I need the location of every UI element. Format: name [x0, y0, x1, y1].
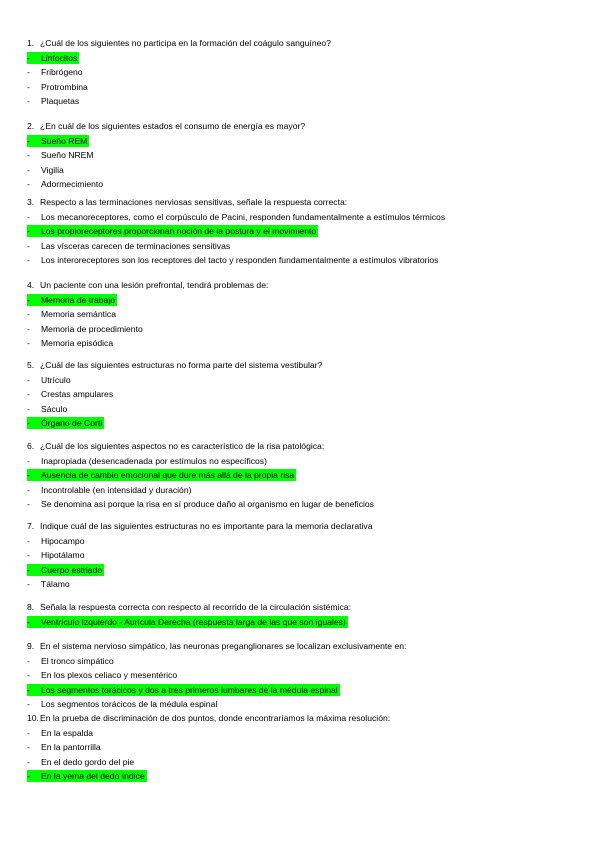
question-number: 5. [27, 360, 35, 370]
question-number: 6. [27, 441, 35, 451]
answer-option [27, 578, 70, 590]
bullet-dash: - [27, 579, 30, 589]
option-text: Fribrógeno [41, 67, 83, 77]
answer-option [27, 66, 83, 78]
bullet-dash: - [27, 338, 30, 348]
option-text: Tálamo [41, 579, 70, 589]
bullet-dash: - [27, 684, 30, 695]
bullet-dash: - [27, 535, 30, 546]
option-text: Ausencia de cambio emocional que dure más allá de la propia risa [41, 470, 295, 480]
bullet-dash: - [27, 67, 30, 77]
option-text: Linfocitos [41, 52, 78, 63]
option-text: Sueño NREM [41, 150, 94, 160]
option-text: Memoria semántica [41, 309, 116, 319]
bullet-dash: - [27, 550, 30, 560]
question-title [27, 712, 390, 724]
option-text: Los interoreceptores son los receptores del tacto y responden fundamentalmente a estímulos vibratorios [41, 255, 439, 265]
answer-option [27, 756, 134, 768]
bullet-dash: - [27, 240, 30, 251]
question-number: 8. [27, 602, 35, 612]
bullet-dash: - [27, 150, 30, 160]
option-text: Cuerpo estriado [41, 564, 103, 575]
question-title [27, 196, 347, 208]
option-text: Se denomina así porque la risa en sí produce daño al organismo en lugar de beneficios [41, 499, 374, 509]
bullet-dash: - [27, 727, 30, 738]
question-number: 7. [27, 521, 35, 531]
bullet-dash: - [27, 655, 30, 666]
question-text: Respecto a las terminaciones nerviosas sensitivas, señale la respuesta correcta: [40, 197, 348, 207]
option-text: Plaquetas [41, 96, 80, 106]
option-text: Hipotálamo [41, 550, 85, 560]
bullet-dash: - [27, 211, 30, 222]
option-text: En la espalda [41, 727, 94, 738]
question-title [27, 440, 324, 452]
option-text: Los mecanoreceptores, como el corpúsculo de Pacini, responden fundamentalmente a estímulos térmicos [41, 211, 446, 222]
option-text: Incontrolable (en intensidad y duración) [41, 484, 192, 495]
question-text: ¿Cuál de los siguientes aspectos no es característico de la risa patológica: [40, 441, 325, 451]
bullet-dash: - [27, 756, 30, 767]
answer-option [27, 484, 191, 496]
question-text: Señala la respuesta correcta con respecto al recorrido de la circulación sistémica: [40, 602, 351, 612]
answer-option [27, 455, 267, 467]
question-text: Indique cuál de las siguientes estructuras no es importante para la memoria declarativa [40, 521, 373, 531]
bullet-dash: - [27, 323, 30, 334]
bullet-dash: - [27, 499, 30, 509]
correct-answer-option [27, 294, 117, 306]
option-text: Adormecimiento [41, 179, 104, 189]
answer-option [27, 388, 113, 400]
answer-option [27, 669, 177, 681]
question-text: En el sistema nervioso simpático, las neuronas preganglionares se localizan exclusivamente en: [40, 641, 407, 651]
bullet-dash: - [27, 564, 30, 575]
option-text: En el dedo gordo del pie [41, 756, 135, 767]
bullet-dash: - [27, 81, 30, 92]
bullet-dash: - [27, 52, 30, 63]
correct-answer-option [27, 225, 318, 237]
option-text: Memoria de trabajo [41, 294, 116, 305]
option-text: Vigilia [41, 164, 64, 175]
bullet-dash: - [27, 179, 30, 189]
bullet-dash: - [27, 455, 30, 466]
correct-answer-option [27, 770, 147, 782]
question-number: 2. [27, 121, 35, 131]
option-text: Sueño REM [41, 135, 88, 146]
option-text: En la pantorrilla [41, 742, 101, 752]
option-text: Los segmentos torácicos y dos a tres primeros lumbares de la médula espinal [41, 684, 338, 695]
bullet-dash: - [27, 389, 30, 399]
answer-option [27, 95, 79, 107]
question-title [27, 120, 305, 132]
option-text: Memoria de procedimiento [41, 323, 143, 334]
answer-option [27, 323, 143, 335]
bullet-dash: - [27, 226, 30, 236]
question-title [27, 279, 268, 291]
answer-option [27, 549, 84, 561]
correct-answer-option [27, 469, 296, 481]
option-text: Memoria episódica [41, 338, 114, 348]
answer-option [27, 374, 71, 386]
question-number: 9. [27, 641, 35, 651]
answer-option [27, 741, 101, 753]
option-text: Protrombina [41, 81, 88, 92]
correct-answer-option [27, 564, 104, 576]
bullet-dash: - [27, 418, 30, 428]
correct-answer-option [27, 616, 348, 628]
bullet-dash: - [27, 403, 30, 414]
option-text: En los plexos celiaco y mesentérico [41, 670, 178, 680]
bullet-dash: - [27, 670, 30, 680]
question-text: ¿Cuál de los siguientes no participa en la formación del coágulo sanguíneo? [40, 38, 331, 48]
answer-option [27, 164, 64, 176]
correct-answer-option [27, 135, 89, 147]
bullet-dash: - [27, 616, 30, 627]
bullet-dash: - [27, 255, 30, 265]
question-title [27, 520, 372, 532]
answer-option [27, 698, 217, 710]
bullet-dash: - [27, 374, 30, 385]
question-text: ¿Cuál de las siguientes estructuras no forma parte del sistema vestibular? [40, 360, 323, 370]
option-text: Los segmentos torácicos de la médula espinal [41, 699, 218, 709]
question-number: 3. [27, 197, 35, 207]
bullet-dash: - [27, 309, 30, 319]
bullet-dash: - [27, 699, 30, 709]
question-text: En la prueba de discriminación de dos puntos, donde encontraríamos la máxima resolución: [40, 713, 391, 723]
answer-option [27, 211, 445, 223]
bullet-dash: - [27, 164, 30, 175]
option-text: El tronco simpático [41, 655, 114, 666]
bullet-dash: - [27, 470, 30, 480]
answer-option [27, 149, 94, 161]
option-text: Sáculo [41, 403, 68, 414]
question-title [27, 359, 322, 371]
answer-option [27, 535, 84, 547]
answer-option [27, 240, 230, 252]
answer-option [27, 81, 88, 93]
option-text: Los propioreceptores proporcionan noción de la postura y el movimiento [41, 226, 317, 236]
answer-option [27, 655, 114, 667]
question-number: 10. [27, 713, 39, 723]
bullet-dash: - [27, 484, 30, 495]
option-text: Ventrículo Izquierdo - Aurícula Derecha (respuesta larga de las que son iguales) [41, 616, 346, 627]
bullet-dash: - [27, 771, 30, 781]
question-title [27, 601, 351, 613]
answer-option [27, 178, 103, 190]
answer-option [27, 337, 113, 349]
answer-option [27, 254, 438, 266]
question-text: Un paciente con una lesión prefrontal, tendrá problemas de: [40, 280, 269, 290]
option-text: Las vísceras carecen de terminaciones sensitivas [41, 240, 231, 251]
option-text: Órgano de Corti [41, 418, 103, 428]
answer-option [27, 727, 93, 739]
answer-option [27, 403, 67, 415]
bullet-dash: - [27, 294, 30, 305]
answer-option [27, 308, 116, 320]
question-title [27, 640, 406, 652]
bullet-dash: - [27, 742, 30, 752]
bullet-dash: - [27, 135, 30, 146]
correct-answer-option [27, 52, 79, 64]
option-text: Crestas ampulares [41, 389, 114, 399]
question-number: 1. [27, 38, 35, 48]
option-text: Utrículo [41, 374, 71, 385]
option-text: Inapropiada (desencadenada por estímulos no específicos) [41, 455, 267, 466]
question-number: 4. [27, 280, 35, 290]
question-title [27, 37, 331, 49]
answer-option [27, 498, 374, 510]
option-text: Hipocampo [41, 535, 85, 546]
bullet-dash: - [27, 96, 30, 106]
correct-answer-option [27, 684, 340, 696]
correct-answer-option [27, 417, 104, 429]
option-text: En la yema del dedo índice [41, 771, 145, 781]
question-text: ¿En cuál de los siguientes estados el consumo de energía es mayor? [40, 121, 306, 131]
